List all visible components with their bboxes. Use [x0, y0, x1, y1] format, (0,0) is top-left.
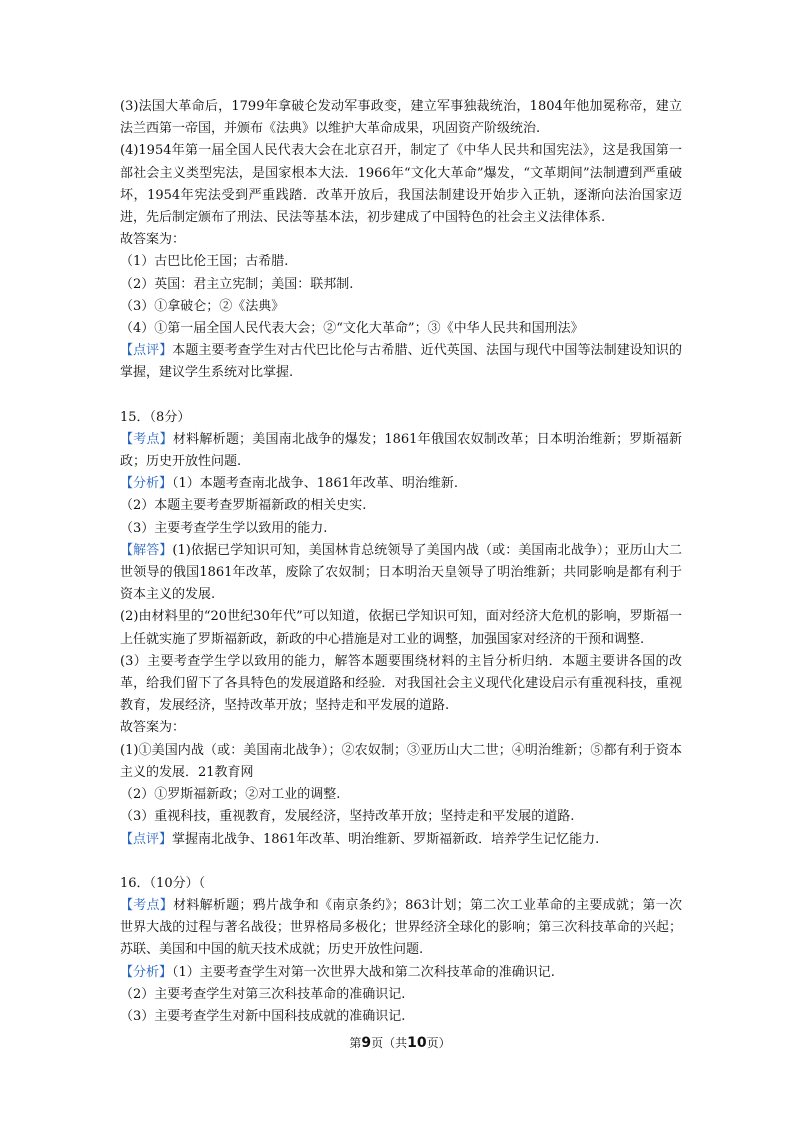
footer-suffix: 页） [426, 1036, 451, 1050]
q15-solution-2: (2)由材料里的“20世纪30年代”可以知道，依据已学知识可知，面对经济大危机的影响，罗斯福一上任就实施了罗斯福新政，新政的中心措施是对工业的调整，加强国家对经济的干预和调整. [120, 609, 682, 647]
footer-page-number: 9 [361, 1035, 372, 1051]
q15-answer-3: （3）重视科技，重视教育，发展经济，坚持改革开放；坚持走和平发展的道路. [120, 809, 575, 825]
q15-solution-1-text: (1)依据已学知识可知，美国林肯总统领导了美国内战（或：美国南北战争）；亚历山大二世领导的俄国1861年改革，废除了农奴制；日本明治天皇领导了明治维新；共同影响是都有利于资本主义的发展. [120, 542, 682, 603]
q16-analysis-1 [120, 962, 682, 984]
answer-3-paragraph: (3)法国大革命后，1799年拿破仑发动军事政变，建立军事独裁统治，1804年他加冕称帝，建立法兰西第一帝国，并颁布《法典》以维护大革命成果，巩固资产阶级统治. [120, 99, 682, 137]
comment-paragraph [120, 340, 682, 384]
q15-solution-1 [120, 540, 682, 607]
comment-tag: 【点评】 [120, 343, 173, 359]
q16-analysis-3: （3）主要考查学生对新中国科技成就的准确识记. [120, 1008, 406, 1024]
footer-prefix: 第 [349, 1036, 362, 1050]
question-15-heading: 15．（8分） [120, 409, 191, 425]
answer-4-paragraph: (4)1954年第一届全国人民代表大会在北京召开，制定了《中华人民共和国宪法》，这是我国第一部社会主义类型宪法，是国家根本大法．1966年“文化大革命”爆发，“文革期间”法制遭到严重破坏，1954年宪法受到严重践踏．改革开放后，我国法制建设开始步入正轨，逐渐向法治国家迈进，先后制定颁布了刑法、民法等基本法，初步建成了中国特色的社会主义法律体系. [120, 143, 682, 226]
q15-solution-tag: 【解答】 [120, 542, 173, 558]
spacer [120, 385, 682, 407]
question-16-heading: 16．（10分）（ [120, 875, 206, 891]
q16-analysis-tag: 【分析】 [120, 964, 173, 980]
q16-analysis-1-text: （1）主要考查学生对第一次世界大战和第二次科技革命的准确识记. [172, 964, 555, 980]
comment-text: 本题主要考查学生对古代巴比伦与古希腊、近代英国、法国与现代中国等法制建设知识的掌握，建议学生系统对比掌握. [120, 343, 682, 381]
q15-comment [120, 829, 682, 851]
q15-analysis-1-text: （1）本题考查南北战争、1861年改革、明治维新. [172, 476, 459, 492]
spacer [120, 851, 682, 873]
q15-topic-tag: 【考点】 [120, 431, 173, 447]
q15-analysis-1 [120, 473, 682, 495]
q15-comment-text: 掌握南北战争、1861年改革、明治维新、罗斯福新政．培养学生记忆能力. [172, 831, 600, 847]
page-footer [0, 1034, 800, 1051]
q16-topic [120, 895, 682, 962]
q15-analysis-3: （3）主要考查学生学以致用的能力. [120, 520, 328, 536]
q15-answer-1: (1)①美国内战（或：美国南北战争）；②农奴制；③亚历山大二世；④明治维新；⑤都有利于资本主义的发展．21教育网 [120, 742, 682, 780]
q16-topic-text: 材料解析题；鸦片战争和《南京条约》；863计划；第二次工业革命的主要成就；第一次世界大战的过程与著名战役；世界格局多极化；世界经济全球化的影响；第三次科技革命的兴起；苏联、美国和中国的航天技术成就；历史开放性问题. [120, 897, 682, 958]
page-content [120, 96, 682, 1028]
q15-topic-text: 材料解析题；美国南北战争的爆发；1861年俄国农奴制改革；日本明治维新；罗斯福新政；历史开放性问题. [120, 431, 682, 470]
answer-label: 故答案为： [120, 232, 186, 248]
footer-total-pages: 10 [407, 1035, 427, 1051]
q16-topic-tag: 【考点】 [120, 897, 174, 913]
footer-middle: 页（共 [371, 1036, 408, 1050]
q15-answer-label: 故答案为： [120, 720, 186, 736]
answer-item-2: （2）英国：君主立宪制；美国：联邦制. [120, 276, 354, 292]
answer-item-3: （3）①拿破仑；②《法典》 [120, 298, 285, 314]
answer-item-1: （1）古巴比伦王国；古希腊. [120, 254, 289, 270]
q15-comment-tag: 【点评】 [120, 831, 173, 847]
q15-answer-2: （2）①罗斯福新政；②对工业的调整. [120, 787, 341, 803]
q15-solution-3: (3）主要考查学生学以致用的能力，解答本题要围绕材料的主旨分析归纳．本题主要讲各国的改革，给我们留下了各具特色的发展道路和经验．对我国社会主义现代化建设启示有重视科技，重视教育，发展经济，坚持改革开放；坚持走和平发展的道路. [120, 653, 682, 714]
q16-analysis-2: （2）主要考查学生对第三次科技革命的准确识记. [120, 986, 406, 1002]
q15-analysis-tag: 【分析】 [120, 476, 173, 492]
q15-topic [120, 429, 682, 473]
q15-analysis-2: （2）本题主要考查罗斯福新政的相关史实. [120, 498, 367, 514]
answer-item-4: （4）①第一届全国人民代表大会；②“文化大革命”；③《中华人民共和国刑法》 [120, 321, 584, 337]
